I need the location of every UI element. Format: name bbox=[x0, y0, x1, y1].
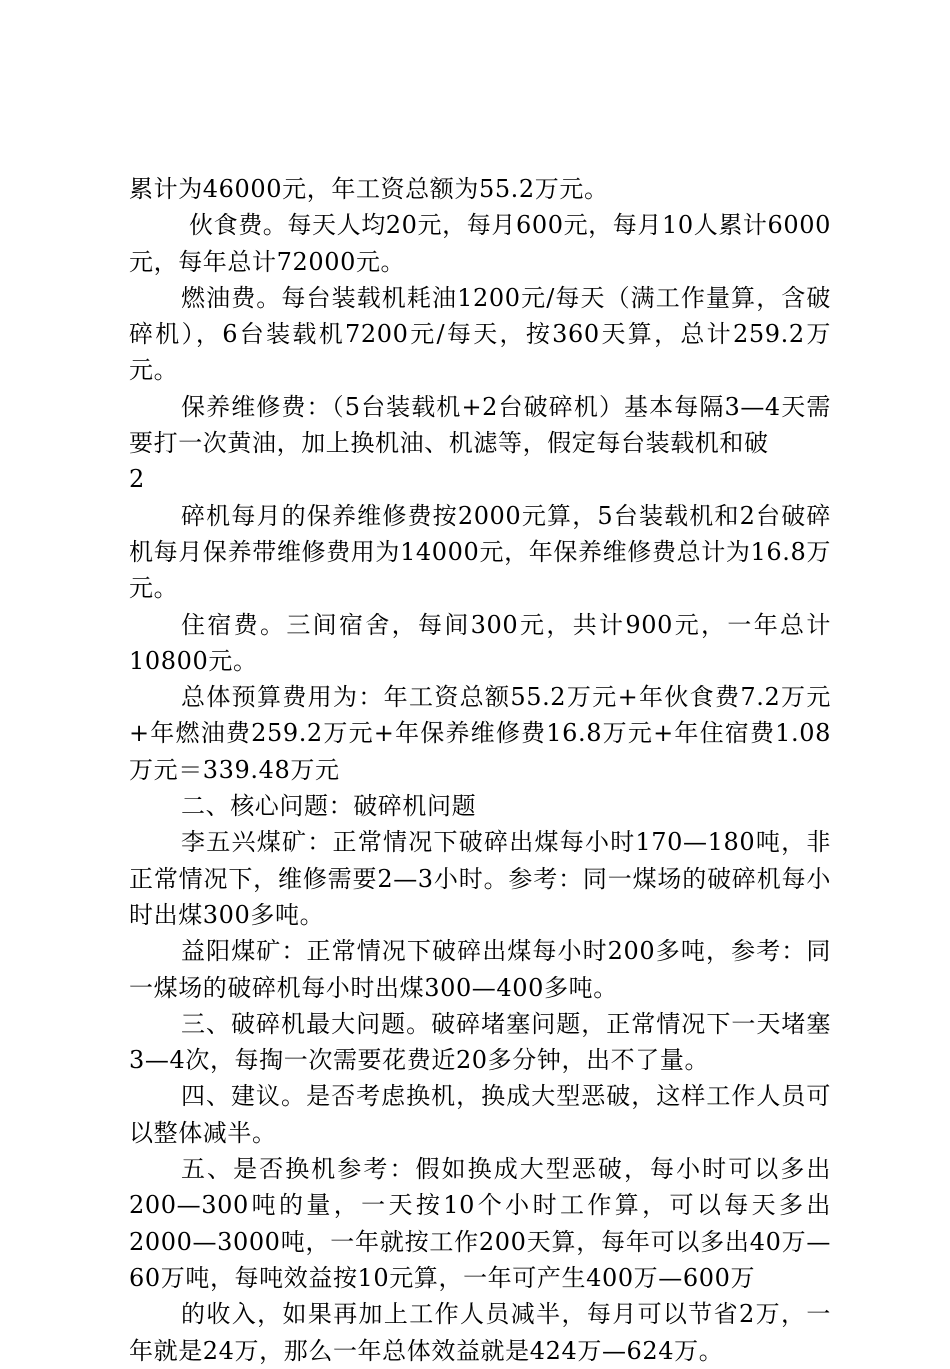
document-body bbox=[129, 171, 831, 1369]
paragraph-biggest-problem: 三、破碎机最大问题。破碎堵塞问题，正常情况下一天堵塞3—4次，每掏一次需要花费近20多分钟，出不了量。 bbox=[129, 1009, 831, 1075]
paragraph-food-cost: 伙食费。每天人均20元，每月600元，每月10人累计6000元，每年总计72000元。 bbox=[129, 211, 831, 276]
paragraph-suggestion: 四、建议。是否考虑换机，换成大型恶破，这样工作人员可以整体减半。 bbox=[129, 1082, 831, 1147]
paragraph-maintenance-cost: 保养维修费：（5台装载机+2台破碎机）基本每隔3—4天需要打一次黄油，加上换机油、机滤等，假定每台装载机和破 bbox=[129, 392, 831, 458]
paragraph-maintenance-cost-cont: 碎机每月的保养维修费按2000元算，5台装载机和2台破碎机每月保养带维修费用为14000元，年保养维修费总计为16.8万元。 bbox=[129, 501, 831, 603]
section-heading-core-issue: 二、核心问题：破碎机问题 bbox=[181, 792, 477, 821]
paragraph-replacement-reference: 五、是否换机参考：假如换成大型恶破，每小时可以多出200—300吨的量，一天按10个小时工作算，可以每天多出2000—3000吨，一年就按工作200天算，每年可以多出40万—60万吨，每吨效益按10元算，一年可产生400万—600万 bbox=[129, 1155, 831, 1292]
paragraph-liwuxing-mine: 李五兴煤矿：正常情况下破碎出煤每小时170—180吨，非正常情况下，维修需要2—3小时。参考：同一煤场的破碎机每小时出煤300多吨。 bbox=[129, 828, 831, 929]
paragraph-lodging-cost: 住宿费。三间宿舍，每间300元，共计900元，一年总计10800元。 bbox=[129, 610, 831, 675]
paragraph-salary-total: 累计为46000元，年工资总额为55.2万元。 bbox=[129, 175, 609, 203]
paragraph-fuel-cost: 燃油费。每台装载机耗油1200元/每天（满工作量算，含破碎机），6台装载机7200元/每天，按360天算，总计259.2万元。 bbox=[129, 283, 831, 385]
paragraph-yiyang-mine: 益阳煤矿：正常情况下破碎出煤每小时200多吨，参考：同一煤场的破碎机每小时出煤300—400多吨。 bbox=[129, 937, 831, 1002]
paragraph-total-budget: 总体预算费用为：年工资总额55.2万元+年伙食费7.2万元+年燃油费259.2万元+年保养维修费16.8万元+年住宿费1.08万元＝339.48万元 bbox=[129, 683, 831, 784]
page-number: 2 bbox=[129, 465, 145, 494]
paragraph-income-summary: 的收入，如果再加上工作人员减半，每月可以节省2万，一年就是24万，那么一年总体效益就是424万—624万。 bbox=[129, 1300, 831, 1365]
